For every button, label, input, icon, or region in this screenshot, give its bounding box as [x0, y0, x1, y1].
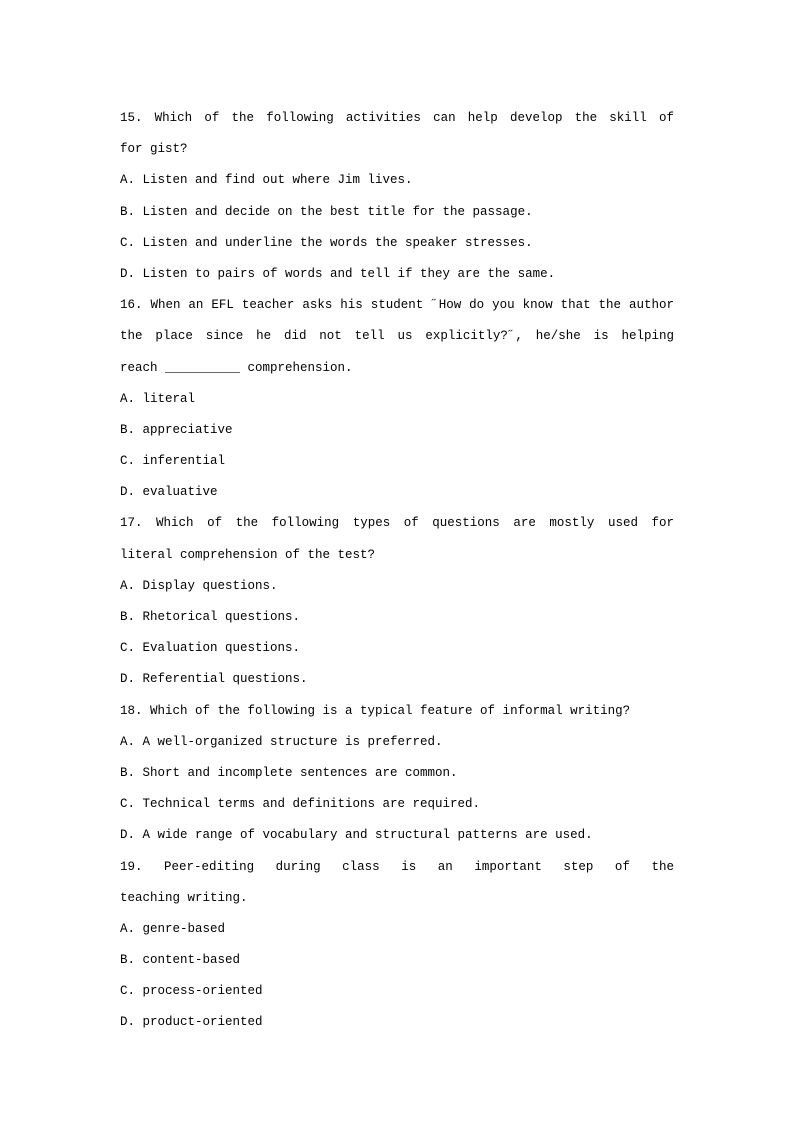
question-stem-line: 18. Which of the following is a typical feature of informal writing?: [120, 703, 631, 718]
question-stem-line: literal comprehension of the test?: [120, 547, 376, 562]
option-a: A. literal: [120, 391, 196, 406]
question-stem-line: reach __________ comprehension.: [120, 360, 353, 375]
option-c: C. Listen and underline the words the speaker stresses.: [120, 235, 533, 250]
option-b: B. content-based: [120, 953, 241, 968]
question-18: [120, 696, 674, 852]
option-b: B. appreciative: [120, 422, 233, 437]
question-16: [120, 290, 674, 508]
option-c: C. process-oriented: [120, 984, 263, 999]
option-c: C. inferential: [120, 454, 226, 469]
option-c: C. Technical terms and definitions are required.: [120, 797, 481, 812]
question-19: [120, 852, 674, 1039]
option-a: A. genre-based: [120, 921, 226, 936]
option-a: A. Listen and find out where Jim lives.: [120, 173, 413, 188]
question-stem-line: 15. Which of the following activities can help develop the skill of: [120, 111, 674, 125]
question-stem-line: 17. Which of the following types of questions are mostly used for: [120, 516, 674, 531]
option-d: D. Listen to pairs of words and tell if they are the same.: [120, 266, 556, 281]
question-stem-line: teaching writing.: [120, 890, 248, 905]
option-c: C. Evaluation questions.: [120, 641, 301, 656]
document-page: [120, 103, 674, 1039]
question-stem-line: 19. Peer-editing during class is an important step of the: [120, 859, 674, 874]
question-17: [120, 508, 674, 695]
question-15: [120, 103, 674, 290]
option-a: A. A well-organized structure is preferred.: [120, 734, 443, 749]
option-d: D. A wide range of vocabulary and structural patterns are used.: [120, 828, 593, 843]
option-d: D. evaluative: [120, 485, 218, 500]
question-stem-line: for gist?: [120, 142, 188, 157]
option-a: A. Display questions.: [120, 578, 278, 593]
option-b: B. Short and incomplete sentences are common.: [120, 765, 458, 780]
question-stem-line: the place since he did not tell us explicitly?˝, he/she is helping: [120, 329, 674, 344]
option-b: B. Rhetorical questions.: [120, 610, 301, 624]
option-b: B. Listen and decide on the best title for the passage.: [120, 204, 533, 219]
option-d: D. product-oriented: [120, 1015, 263, 1030]
question-stem-line: 16. When an EFL teacher asks his student ˝How do you know that the author: [120, 298, 674, 313]
option-d: D. Referential questions.: [120, 672, 308, 687]
